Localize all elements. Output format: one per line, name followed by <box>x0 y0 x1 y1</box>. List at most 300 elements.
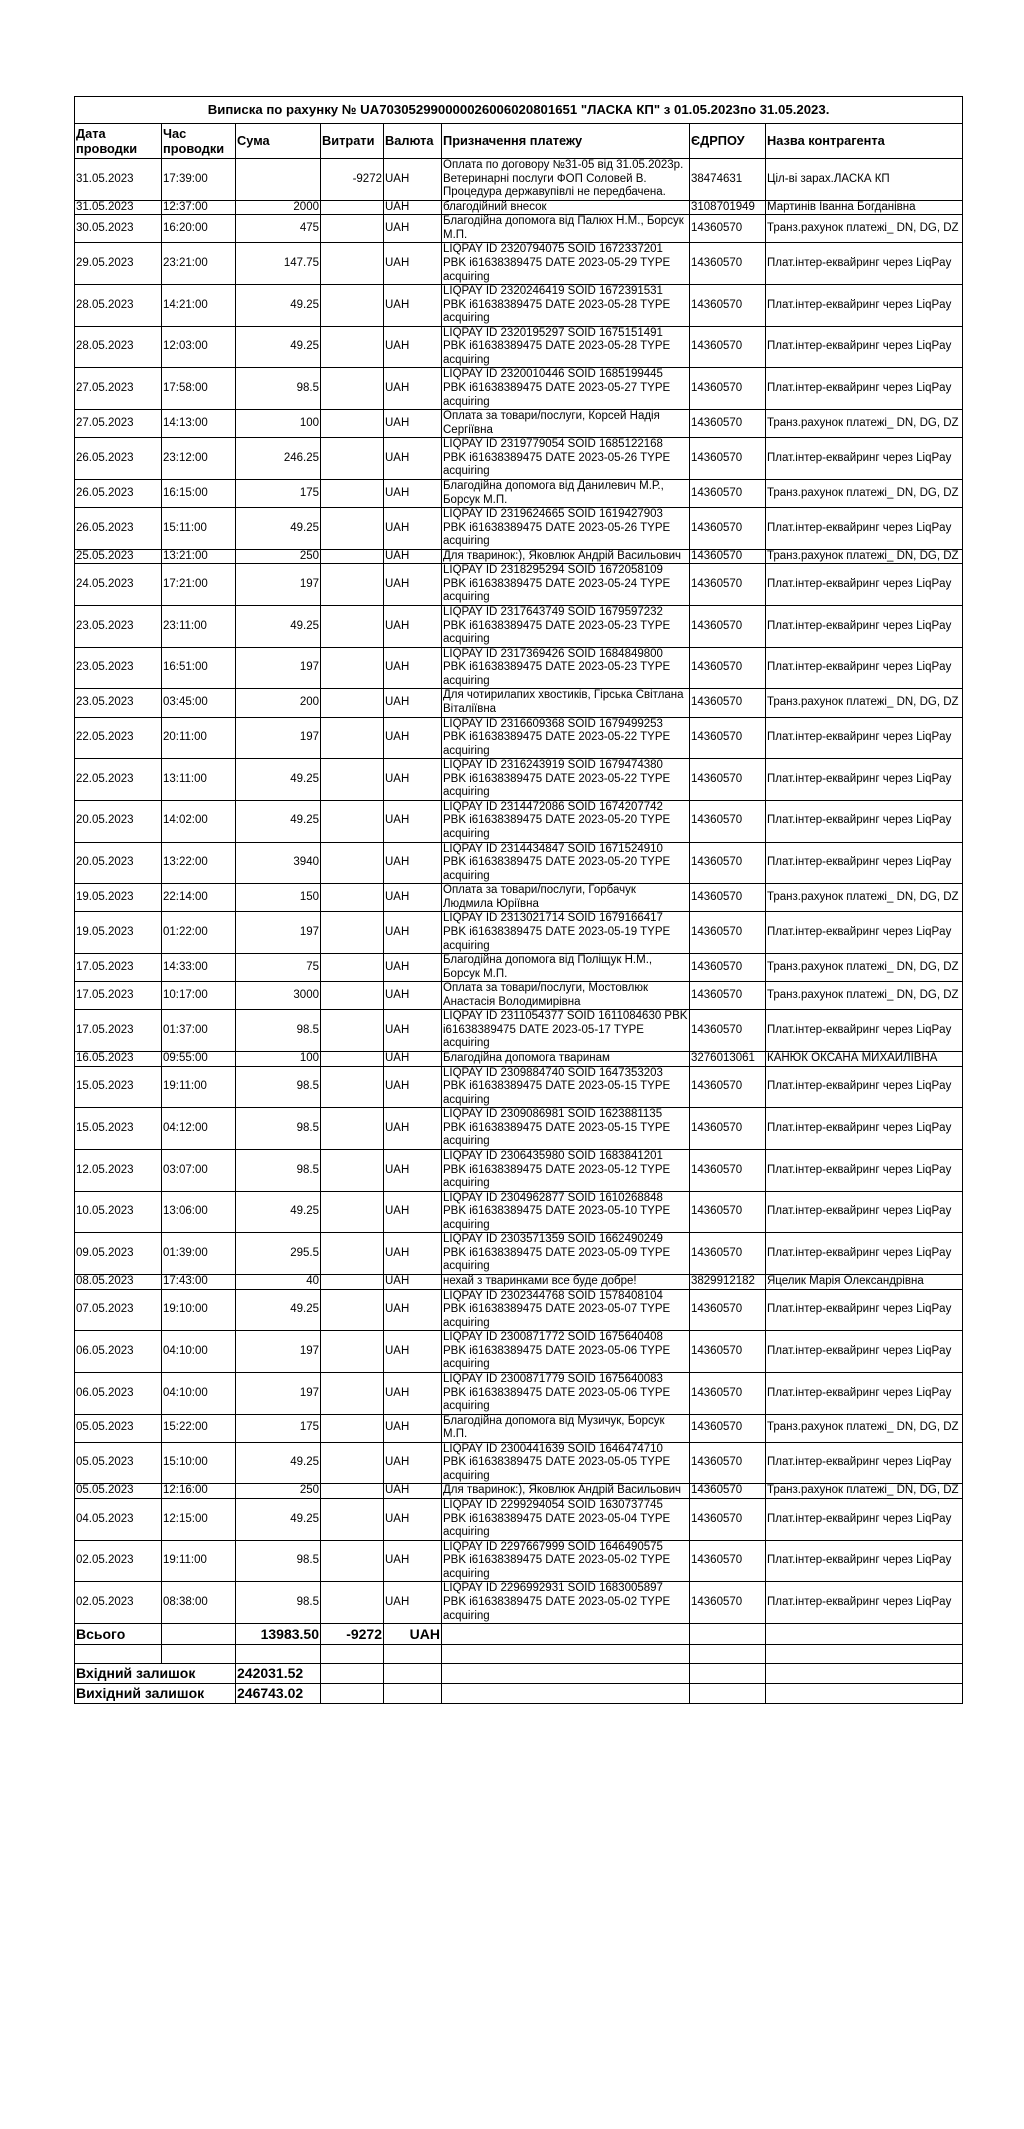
cell-currency: UAH <box>384 1191 442 1233</box>
cell-code: 14360570 <box>690 1010 766 1052</box>
cell-sum: 475 <box>236 215 321 243</box>
empty-cell <box>321 1645 384 1664</box>
header-row <box>75 124 963 159</box>
cell-currency: UAH <box>384 842 442 884</box>
cell-code: 14360570 <box>690 1331 766 1373</box>
totals-empty-cell <box>162 1624 236 1645</box>
table-row <box>75 1372 963 1414</box>
col-header-purpose: Призначення платежу <box>442 124 690 159</box>
cell-time: 23:12:00 <box>162 438 236 480</box>
cell-currency: UAH <box>384 1540 442 1582</box>
empty-cell <box>321 1684 384 1704</box>
table-row <box>75 717 963 759</box>
empty-cell <box>442 1684 690 1704</box>
cell-counterparty: Транз.рахунок платежі_ DN, DG, DZ <box>766 410 963 438</box>
cell-date: 09.05.2023 <box>75 1233 162 1275</box>
cell-currency: UAH <box>384 1442 442 1484</box>
cell-currency: UAH <box>384 1108 442 1150</box>
cell-currency: UAH <box>384 1331 442 1373</box>
cell-code: 3829912182 <box>690 1275 766 1290</box>
cell-counterparty: Транз.рахунок платежі_ DN, DG, DZ <box>766 1414 963 1442</box>
cell-time: 15:22:00 <box>162 1414 236 1442</box>
cell-counterparty: Плат.інтер-еквайринг через LiqPay <box>766 326 963 368</box>
statement-sheet <box>74 96 962 1704</box>
cell-spend <box>321 368 384 410</box>
cell-counterparty: Транз.рахунок платежі_ DN, DG, DZ <box>766 215 963 243</box>
cell-date: 17.05.2023 <box>75 1010 162 1052</box>
cell-sum: 200 <box>236 689 321 717</box>
empty-cell <box>690 1664 766 1684</box>
empty-cell <box>690 1684 766 1704</box>
cell-spend <box>321 606 384 648</box>
cell-currency: UAH <box>384 982 442 1010</box>
table-row <box>75 689 963 717</box>
cell-currency: UAH <box>384 954 442 982</box>
cell-purpose: LIQPAY ID 2296992931 SOID 1683005897 PBK i61638389475 DATE 2023-05-02 TYPE acquiring <box>442 1582 690 1624</box>
cell-purpose: благодійний внесок <box>442 200 690 215</box>
cell-currency: UAH <box>384 479 442 507</box>
cell-date: 28.05.2023 <box>75 285 162 327</box>
cell-counterparty: Плат.інтер-еквайринг через LiqPay <box>766 912 963 954</box>
cell-counterparty: Плат.інтер-еквайринг через LiqPay <box>766 800 963 842</box>
cell-spend <box>321 759 384 801</box>
cell-currency: UAH <box>384 285 442 327</box>
cell-code: 14360570 <box>690 564 766 606</box>
cell-spend <box>321 1052 384 1067</box>
cell-code: 14360570 <box>690 884 766 912</box>
cell-time: 03:45:00 <box>162 689 236 717</box>
cell-time: 14:13:00 <box>162 410 236 438</box>
cell-time: 17:21:00 <box>162 564 236 606</box>
cell-spend <box>321 1331 384 1373</box>
empty-cell <box>384 1664 442 1684</box>
cell-code: 14360570 <box>690 1108 766 1150</box>
cell-currency: UAH <box>384 1052 442 1067</box>
cell-sum: 250 <box>236 549 321 564</box>
cell-currency: UAH <box>384 606 442 648</box>
cell-currency: UAH <box>384 549 442 564</box>
cell-date: 20.05.2023 <box>75 800 162 842</box>
cell-counterparty: Транз.рахунок платежі_ DN, DG, DZ <box>766 982 963 1010</box>
cell-date: 02.05.2023 <box>75 1540 162 1582</box>
cell-purpose: Оплата за товари/послуги, Горбачук Людмила Юріївна <box>442 884 690 912</box>
balance-label: Вихідний залишок <box>75 1684 236 1704</box>
col-header-spend: Витрати <box>321 124 384 159</box>
cell-currency: UAH <box>384 1066 442 1108</box>
cell-currency: UAH <box>384 159 442 201</box>
cell-time: 04:10:00 <box>162 1372 236 1414</box>
cell-counterparty: Плат.інтер-еквайринг через LiqPay <box>766 1331 963 1373</box>
cell-currency: UAH <box>384 215 442 243</box>
cell-spend <box>321 982 384 1010</box>
table-row <box>75 647 963 689</box>
cell-spend <box>321 285 384 327</box>
cell-time: 19:10:00 <box>162 1289 236 1331</box>
cell-purpose: Оплата по договору №31-05 від 31.05.2023р. Ветеринарні послуги ФОП Соловей В. Процедура державупівлі не передбачена. <box>442 159 690 201</box>
cell-sum: 2000 <box>236 200 321 215</box>
cell-purpose: LIQPAY ID 2314434847 SOID 1671524910 PBK i61638389475 DATE 2023-05-20 TYPE acquiring <box>442 842 690 884</box>
cell-date: 08.05.2023 <box>75 1275 162 1290</box>
cell-currency: UAH <box>384 410 442 438</box>
cell-code: 14360570 <box>690 368 766 410</box>
cell-time: 10:17:00 <box>162 982 236 1010</box>
table-row <box>75 1484 963 1499</box>
cell-spend <box>321 1108 384 1150</box>
cell-sum: 49.25 <box>236 508 321 550</box>
table-row <box>75 982 963 1010</box>
cell-sum: 49.25 <box>236 285 321 327</box>
cell-currency: UAH <box>384 1582 442 1624</box>
cell-date: 05.05.2023 <box>75 1414 162 1442</box>
cell-time: 22:14:00 <box>162 884 236 912</box>
cell-counterparty: Плат.інтер-еквайринг через LiqPay <box>766 1442 963 1484</box>
cell-sum: 98.5 <box>236 1010 321 1052</box>
cell-sum: 98.5 <box>236 1149 321 1191</box>
cell-purpose: LIQPAY ID 2319624665 SOID 1619427903 PBK i61638389475 DATE 2023-05-26 TYPE acquiring <box>442 508 690 550</box>
cell-counterparty: Плат.інтер-еквайринг через LiqPay <box>766 508 963 550</box>
cell-purpose: LIQPAY ID 2306435980 SOID 1683841201 PBK i61638389475 DATE 2023-05-12 TYPE acquiring <box>442 1149 690 1191</box>
cell-currency: UAH <box>384 689 442 717</box>
cell-date: 26.05.2023 <box>75 479 162 507</box>
spacer-row <box>75 1645 963 1664</box>
cell-counterparty: Цiл-вi зарах.ЛАСКА КП <box>766 159 963 201</box>
cell-sum: 150 <box>236 884 321 912</box>
cell-counterparty: Плат.інтер-еквайринг через LiqPay <box>766 564 963 606</box>
empty-cell <box>690 1645 766 1664</box>
cell-spend <box>321 884 384 912</box>
cell-date: 17.05.2023 <box>75 982 162 1010</box>
cell-purpose: LIQPAY ID 2317369426 SOID 1684849800 PBK i61638389475 DATE 2023-05-23 TYPE acquiring <box>442 647 690 689</box>
cell-sum: 197 <box>236 717 321 759</box>
table-row <box>75 954 963 982</box>
cell-sum: 98.5 <box>236 1066 321 1108</box>
cell-time: 01:37:00 <box>162 1010 236 1052</box>
cell-purpose: Благодійна допомога тваринам <box>442 1052 690 1067</box>
table-row <box>75 1414 963 1442</box>
cell-purpose: LIQPAY ID 2319779054 SOID 1685122168 PBK i61638389475 DATE 2023-05-26 TYPE acquiring <box>442 438 690 480</box>
cell-purpose: LIQPAY ID 2320794075 SOID 1672337201 PBK i61638389475 DATE 2023-05-29 TYPE acquiring <box>442 243 690 285</box>
cell-currency: UAH <box>384 368 442 410</box>
cell-purpose: Благодійна допомога від Музичук, Борсук М.П. <box>442 1414 690 1442</box>
balance-label: Вхідний залишок <box>75 1664 236 1684</box>
cell-time: 04:12:00 <box>162 1108 236 1150</box>
cell-spend <box>321 1372 384 1414</box>
cell-date: 31.05.2023 <box>75 159 162 201</box>
cell-counterparty: Плат.інтер-еквайринг через LiqPay <box>766 1010 963 1052</box>
cell-spend <box>321 842 384 884</box>
table-row <box>75 410 963 438</box>
balance-value: 242031.52 <box>236 1664 321 1684</box>
cell-date: 15.05.2023 <box>75 1066 162 1108</box>
totals-currency: UAH <box>384 1624 442 1645</box>
cell-spend <box>321 438 384 480</box>
cell-spend <box>321 564 384 606</box>
cell-currency: UAH <box>384 508 442 550</box>
cell-currency: UAH <box>384 326 442 368</box>
cell-counterparty: Плат.інтер-еквайринг через LiqPay <box>766 1066 963 1108</box>
cell-currency: UAH <box>384 1233 442 1275</box>
cell-counterparty: Яцелик Марія Олександрівна <box>766 1275 963 1290</box>
empty-cell <box>766 1645 963 1664</box>
cell-code: 14360570 <box>690 689 766 717</box>
cell-purpose: Для тваринок:), Яковлюк Андрій Васильович <box>442 1484 690 1499</box>
cell-date: 22.05.2023 <box>75 759 162 801</box>
cell-time: 19:11:00 <box>162 1066 236 1108</box>
cell-spend <box>321 954 384 982</box>
cell-time: 23:21:00 <box>162 243 236 285</box>
cell-counterparty: Мартинів Іванна Богданівна <box>766 200 963 215</box>
cell-purpose: LIQPAY ID 2300871779 SOID 1675640083 PBK i61638389475 DATE 2023-05-06 TYPE acquiring <box>442 1372 690 1414</box>
table-row <box>75 1442 963 1484</box>
cell-code: 14360570 <box>690 800 766 842</box>
cell-time: 03:07:00 <box>162 1149 236 1191</box>
cell-sum: 49.25 <box>236 1442 321 1484</box>
cell-time: 13:21:00 <box>162 549 236 564</box>
cell-counterparty: Плат.інтер-еквайринг через LiqPay <box>766 438 963 480</box>
cell-purpose: LIQPAY ID 2311054377 SOID 1611084630 PBK i61638389475 DATE 2023-05-17 TYPE acquiring <box>442 1010 690 1052</box>
cell-purpose: LIQPAY ID 2316609368 SOID 1679499253 PBK i61638389475 DATE 2023-05-22 TYPE acquiring <box>442 717 690 759</box>
table-row <box>75 243 963 285</box>
cell-sum: 49.25 <box>236 759 321 801</box>
cell-sum: 197 <box>236 1372 321 1414</box>
cell-counterparty: Транз.рахунок платежі_ DN, DG, DZ <box>766 884 963 912</box>
table-row <box>75 285 963 327</box>
cell-date: 30.05.2023 <box>75 215 162 243</box>
cell-spend <box>321 215 384 243</box>
cell-counterparty: Транз.рахунок платежі_ DN, DG, DZ <box>766 479 963 507</box>
cell-sum: 3940 <box>236 842 321 884</box>
table-row <box>75 1191 963 1233</box>
col-header-date: Дата проводки <box>75 124 162 159</box>
cell-date: 12.05.2023 <box>75 1149 162 1191</box>
cell-purpose: LIQPAY ID 2309086981 SOID 1623881135 PBK i61638389475 DATE 2023-05-15 TYPE acquiring <box>442 1108 690 1150</box>
empty-cell <box>384 1645 442 1664</box>
cell-spend <box>321 1414 384 1442</box>
totals-empty-cell <box>766 1624 963 1645</box>
empty-cell <box>442 1664 690 1684</box>
cell-counterparty: Плат.інтер-еквайринг через LiqPay <box>766 717 963 759</box>
cell-counterparty: Транз.рахунок платежі_ DN, DG, DZ <box>766 549 963 564</box>
cell-time: 16:51:00 <box>162 647 236 689</box>
cell-sum: 98.5 <box>236 1540 321 1582</box>
cell-counterparty: Плат.інтер-еквайринг через LiqPay <box>766 368 963 410</box>
cell-date: 07.05.2023 <box>75 1289 162 1331</box>
table-row <box>75 912 963 954</box>
cell-sum: 40 <box>236 1275 321 1290</box>
cell-time: 13:11:00 <box>162 759 236 801</box>
cell-currency: UAH <box>384 800 442 842</box>
cell-code: 14360570 <box>690 479 766 507</box>
cell-purpose: LIQPAY ID 2297667999 SOID 1646490575 PBK i61638389475 DATE 2023-05-02 TYPE acquiring <box>442 1540 690 1582</box>
table-row <box>75 842 963 884</box>
cell-spend <box>321 243 384 285</box>
cell-code: 14360570 <box>690 606 766 648</box>
cell-code: 14360570 <box>690 759 766 801</box>
table-row <box>75 800 963 842</box>
cell-date: 04.05.2023 <box>75 1499 162 1541</box>
cell-time: 12:16:00 <box>162 1484 236 1499</box>
cell-sum: 246.25 <box>236 438 321 480</box>
cell-code: 14360570 <box>690 717 766 759</box>
cell-code: 14360570 <box>690 410 766 438</box>
cell-code: 14360570 <box>690 1540 766 1582</box>
totals-empty-cell <box>690 1624 766 1645</box>
empty-cell <box>321 1664 384 1684</box>
cell-date: 23.05.2023 <box>75 647 162 689</box>
cell-time: 16:15:00 <box>162 479 236 507</box>
cell-date: 28.05.2023 <box>75 326 162 368</box>
cell-date: 23.05.2023 <box>75 606 162 648</box>
cell-date: 06.05.2023 <box>75 1372 162 1414</box>
cell-currency: UAH <box>384 200 442 215</box>
cell-counterparty: КАНЮК ОКСАНА МИХАЙЛІВНА <box>766 1052 963 1067</box>
table-row <box>75 438 963 480</box>
empty-cell <box>75 1645 162 1664</box>
cell-code: 3108701949 <box>690 200 766 215</box>
cell-currency: UAH <box>384 759 442 801</box>
cell-time: 01:39:00 <box>162 1233 236 1275</box>
cell-spend <box>321 717 384 759</box>
cell-code: 14360570 <box>690 982 766 1010</box>
cell-purpose: LIQPAY ID 2302344768 SOID 1578408104 PBK i61638389475 DATE 2023-05-07 TYPE acquiring <box>442 1289 690 1331</box>
col-header-counterparty: Назва контрагента <box>766 124 963 159</box>
table-row <box>75 1010 963 1052</box>
cell-sum: 197 <box>236 912 321 954</box>
cell-sum: 98.5 <box>236 1108 321 1150</box>
cell-spend <box>321 1191 384 1233</box>
table-row <box>75 1149 963 1191</box>
cell-time: 14:33:00 <box>162 954 236 982</box>
cell-purpose: LIQPAY ID 2300871772 SOID 1675640408 PBK i61638389475 DATE 2023-05-06 TYPE acquiring <box>442 1331 690 1373</box>
cell-time: 13:22:00 <box>162 842 236 884</box>
cell-spend <box>321 326 384 368</box>
cell-purpose: LIQPAY ID 2318295294 SOID 1672058109 PBK i61638389475 DATE 2023-05-24 TYPE acquiring <box>442 564 690 606</box>
cell-currency: UAH <box>384 243 442 285</box>
cell-spend <box>321 800 384 842</box>
cell-purpose: LIQPAY ID 2316243919 SOID 1679474380 PBK i61638389475 DATE 2023-05-22 TYPE acquiring <box>442 759 690 801</box>
cell-code: 14360570 <box>690 508 766 550</box>
balance-row <box>75 1684 963 1704</box>
cell-code: 14360570 <box>690 1582 766 1624</box>
cell-purpose: LIQPAY ID 2303571359 SOID 1662490249 PBK i61638389475 DATE 2023-05-09 TYPE acquiring <box>442 1233 690 1275</box>
cell-date: 27.05.2023 <box>75 410 162 438</box>
cell-time: 12:15:00 <box>162 1499 236 1541</box>
cell-code: 14360570 <box>690 1191 766 1233</box>
cell-code: 14360570 <box>690 912 766 954</box>
cell-sum: 100 <box>236 410 321 438</box>
cell-purpose: LIQPAY ID 2320246419 SOID 1672391531 PBK i61638389475 DATE 2023-05-28 TYPE acquiring <box>442 285 690 327</box>
cell-purpose: LIQPAY ID 2299294054 SOID 1630737745 PBK i61638389475 DATE 2023-05-04 TYPE acquiring <box>442 1499 690 1541</box>
cell-counterparty: Транз.рахунок платежі_ DN, DG, DZ <box>766 954 963 982</box>
col-header-code: ЄДРПОУ <box>690 124 766 159</box>
table-row <box>75 1233 963 1275</box>
cell-code: 3276013061 <box>690 1052 766 1067</box>
cell-time: 01:22:00 <box>162 912 236 954</box>
cell-date: 31.05.2023 <box>75 200 162 215</box>
balance-row <box>75 1664 963 1684</box>
cell-code: 14360570 <box>690 243 766 285</box>
cell-counterparty: Плат.інтер-еквайринг через LiqPay <box>766 842 963 884</box>
cell-spend <box>321 1442 384 1484</box>
cell-code: 14360570 <box>690 647 766 689</box>
table-row <box>75 1066 963 1108</box>
cell-currency: UAH <box>384 1499 442 1541</box>
cell-purpose: Благодійна допомога від Данилевич М.Р., Борсук М.П. <box>442 479 690 507</box>
cell-sum: 197 <box>236 564 321 606</box>
cell-currency: UAH <box>384 1289 442 1331</box>
cell-date: 15.05.2023 <box>75 1108 162 1150</box>
empty-cell <box>162 1645 236 1664</box>
cell-spend <box>321 1582 384 1624</box>
empty-cell <box>442 1645 690 1664</box>
statement-title: Виписка по рахунку № UA703052990000026006020801651 "ЛАСКА КП" з 01.05.2023по 31.05.2023. <box>75 97 963 124</box>
cell-spend <box>321 508 384 550</box>
table-row <box>75 508 963 550</box>
cell-sum: 75 <box>236 954 321 982</box>
cell-code: 14360570 <box>690 1484 766 1499</box>
table-row <box>75 1582 963 1624</box>
cell-code: 14360570 <box>690 438 766 480</box>
cell-purpose: LIQPAY ID 2309884740 SOID 1647353203 PBK i61638389475 DATE 2023-05-15 TYPE acquiring <box>442 1066 690 1108</box>
cell-sum: 197 <box>236 647 321 689</box>
cell-purpose: LIQPAY ID 2300441639 SOID 1646474710 PBK i61638389475 DATE 2023-05-05 TYPE acquiring <box>442 1442 690 1484</box>
empty-cell <box>766 1684 963 1704</box>
cell-date: 22.05.2023 <box>75 717 162 759</box>
cell-sum: 49.25 <box>236 800 321 842</box>
cell-currency: UAH <box>384 564 442 606</box>
col-header-currency: Валюта <box>384 124 442 159</box>
cell-spend <box>321 1540 384 1582</box>
cell-time: 17:58:00 <box>162 368 236 410</box>
table-row <box>75 759 963 801</box>
table-row <box>75 1499 963 1541</box>
cell-sum: 98.5 <box>236 1582 321 1624</box>
cell-date: 23.05.2023 <box>75 689 162 717</box>
cell-sum: 49.25 <box>236 326 321 368</box>
cell-counterparty: Плат.інтер-еквайринг через LiqPay <box>766 285 963 327</box>
table-row <box>75 884 963 912</box>
totals-label: Всього <box>75 1624 162 1645</box>
cell-date: 19.05.2023 <box>75 884 162 912</box>
table-row <box>75 1052 963 1067</box>
cell-sum: 295.5 <box>236 1233 321 1275</box>
cell-time: 09:55:00 <box>162 1052 236 1067</box>
cell-currency: UAH <box>384 1484 442 1499</box>
cell-spend <box>321 912 384 954</box>
cell-date: 26.05.2023 <box>75 508 162 550</box>
cell-code: 14360570 <box>690 549 766 564</box>
cell-purpose: нехай з тваринками все буде добре! <box>442 1275 690 1290</box>
cell-purpose: LIQPAY ID 2320010446 SOID 1685199445 PBK i61638389475 DATE 2023-05-27 TYPE acquiring <box>442 368 690 410</box>
table-row <box>75 564 963 606</box>
cell-code: 14360570 <box>690 1066 766 1108</box>
cell-time: 23:11:00 <box>162 606 236 648</box>
cell-currency: UAH <box>384 1275 442 1290</box>
cell-spend <box>321 1149 384 1191</box>
cell-counterparty: Транз.рахунок платежі_ DN, DG, DZ <box>766 689 963 717</box>
table-row <box>75 200 963 215</box>
cell-purpose: Благодійна допомога від Поліщук Н.М., Борсук М.П. <box>442 954 690 982</box>
table-row <box>75 1540 963 1582</box>
cell-spend <box>321 689 384 717</box>
cell-sum: 250 <box>236 1484 321 1499</box>
cell-counterparty: Плат.інтер-еквайринг через LiqPay <box>766 1233 963 1275</box>
cell-purpose: LIQPAY ID 2304962877 SOID 1610268848 PBK i61638389475 DATE 2023-05-10 TYPE acquiring <box>442 1191 690 1233</box>
cell-time: 14:21:00 <box>162 285 236 327</box>
totals-empty-cell <box>442 1624 690 1645</box>
cell-code: 14360570 <box>690 1414 766 1442</box>
totals-spend: -9272 <box>321 1624 384 1645</box>
